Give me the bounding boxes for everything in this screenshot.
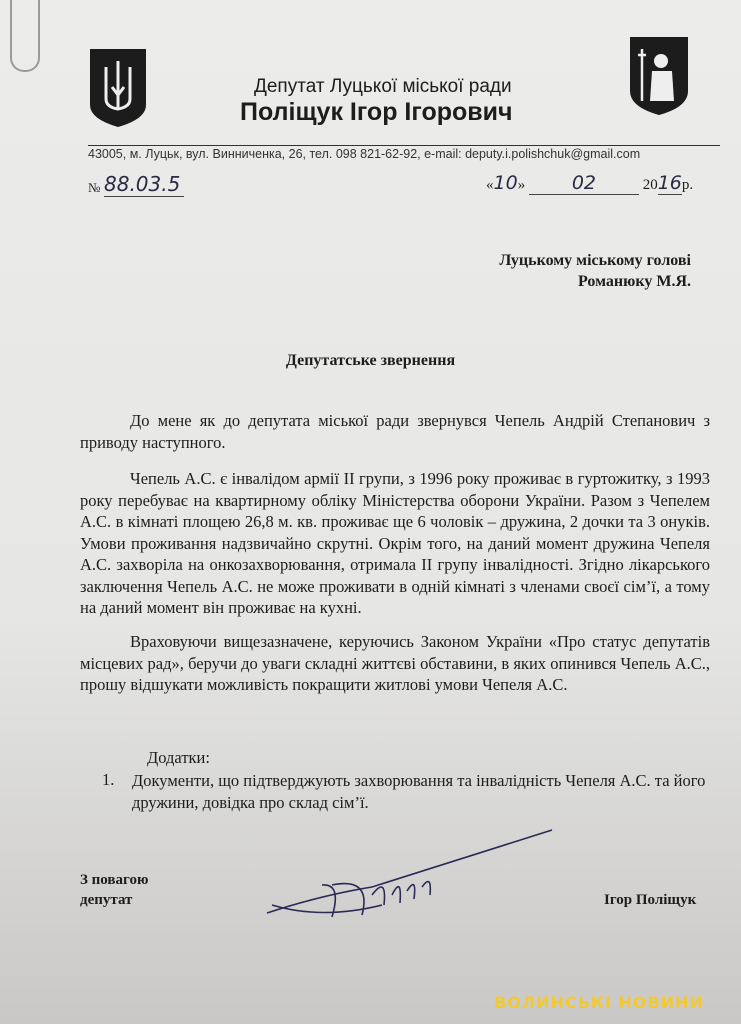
paper-clip [10,0,40,72]
header-address: 43005, м. Луцьк, вул. Винниченка, 26, тел. 098 821-62-92, e-mail: deputy.i.polishchuk@gmail.com [88,147,641,161]
attachments-label: Додатки: [147,748,210,767]
registration-number: 88.03.5 [104,172,184,197]
date-month: 02 [529,172,639,195]
signer-name: Ігор Поліщук [604,892,697,908]
handwritten-signature [262,825,562,925]
paragraph-3 [80,631,710,696]
signature-block [80,870,148,910]
closing: З повагою [80,872,149,888]
header-divider [88,145,720,146]
signer-role: депутат [80,892,133,908]
watermark: ВОЛИНСЬКІ НОВИНИ [494,993,704,1012]
header-name: Поліщук Ігор Ігорович [240,98,513,126]
attachment-item: Документи, що підтверджують захворювання та інвалідність Чепеля А.С. та його дружини, довідка про склад сім’ї. [132,771,706,812]
number-label: № [88,180,101,195]
paragraph-text: Враховуючи вищезазначене, керуючись Законом України «Про статус депутатів місцевих рад», беручи до уваги складні життєві обставини, в яких опинився Чепель А.С., прошу відшукати можливість покращити житлові умови Чепеля А.С. [80,632,710,694]
paragraph-text: До мене як до депутата міської ради звернувся Чепель Андрій Степанович з приводу наступного. [80,411,710,452]
trident-coat-of-arms-icon [88,47,148,129]
document-heading: Депутатське звернення [285,352,456,369]
paragraph-2 [80,468,710,619]
date-year-prefix: 20 [642,177,658,193]
paragraph-1 [80,410,710,453]
lutsk-coat-of-arms-icon [628,35,690,117]
addressee [499,250,691,292]
date-day: 10 [493,172,518,194]
date: «10» 02 2016р. [486,172,694,194]
attachment-number: 1. [102,770,115,789]
date-suffix: р. [681,177,694,193]
addressee-name: Романюку М.Я. [578,273,691,290]
date-year-suffix: 16 [657,172,682,194]
paragraph-text: Чепель А.С. є інвалідом армії ІІ групи, з 1996 року проживає в гуртожитку, з 1993 року перебуває на квартирному обліку Міністерства оборони України. Разом з Чепелем А.С. в кімнаті площею 26,8 м. кв. проживає ще 6 чоловік – дружина, 2 дочки та 3 онуків. Умови проживання надзвичайно скрутні. Окрім того, на даний момент дружина Чепеля А.С. захворіла на онкозахворювання, отримала ІІ групу інвалідності. Згідно лікарського заключення Чепель А.С. не може проживати в одній кімнаті з членами своєї сім’ї, а тому на даний момент він проживає на кухні. [80,469,710,617]
header-title: Депутат Луцької міської ради [254,76,512,97]
addressee-title: Луцькому міському голові [499,252,691,269]
